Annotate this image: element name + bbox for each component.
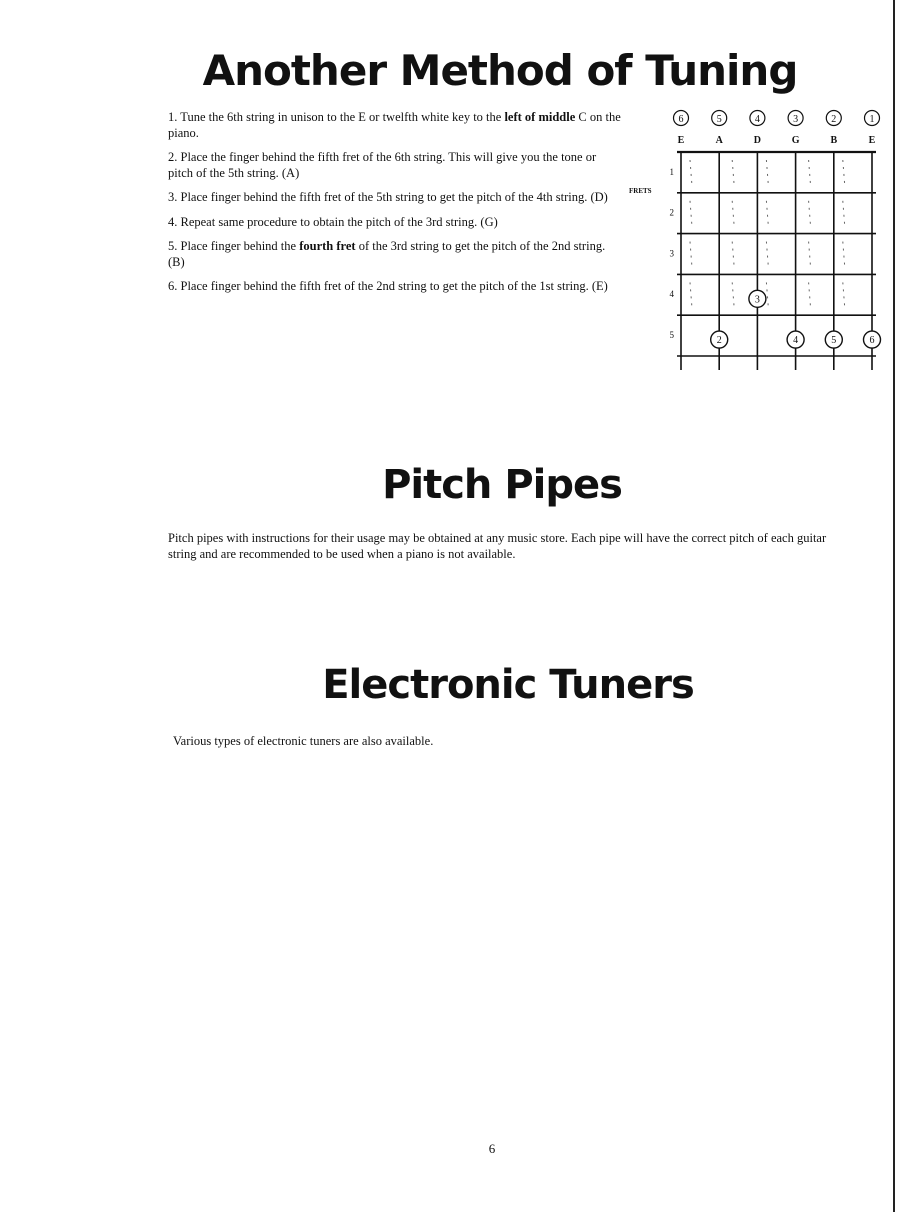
fret-texture [690, 242, 692, 268]
tuning-step-6: 6. Place finger behind the fifth fret of the 2nd string to get the pitch of the 1st string. (E) [168, 279, 608, 293]
string-number: 2 [831, 114, 837, 125]
string-number: 6 [678, 114, 684, 125]
string-number: 5 [716, 114, 722, 125]
electronic-tuners-heading: Electronic Tuners [322, 662, 694, 708]
string-number: 4 [754, 114, 760, 125]
fret-texture [766, 282, 768, 308]
string-number: 3 [793, 114, 799, 125]
fret-texture [809, 201, 811, 227]
finger-mark-label: 6 [869, 335, 875, 347]
fret-texture [690, 282, 692, 308]
page-title: Another Method of Tuning [202, 46, 798, 95]
fret-number: 1 [669, 166, 674, 177]
tuning-step-2: 2. Place the finger behind the fifth fret of the 6th string. This will give you the tone or pitch of the 5th string. (A) [168, 150, 597, 180]
fret-texture [732, 201, 734, 227]
fret-texture [809, 282, 811, 308]
string-name: B [830, 135, 838, 146]
fret-texture [766, 201, 768, 227]
fret-texture [843, 160, 845, 186]
tuning-step-3: 3. Place finger behind the fifth fret of the 5th string to get the pitch of the 4th string. (D) [168, 190, 608, 204]
pitch-pipes-text: Pitch pipes with instructions for their usage may be obtained at any music store. Each pipe will have the correct pitch of each guitar string and are recommended to be used when a piano is not available. [168, 531, 827, 561]
string-number: 1 [869, 114, 875, 125]
string-name: E [868, 135, 876, 146]
fret-texture [766, 242, 768, 268]
tuning-steps [168, 110, 624, 304]
fret-number: 3 [669, 248, 674, 259]
finger-mark-label: 3 [754, 294, 760, 306]
pitch-pipes-heading: Pitch Pipes [382, 462, 622, 508]
fret-number: 4 [669, 289, 674, 300]
fretboard-diagram [625, 104, 897, 380]
tuning-step-1: 1. Tune the 6th string in unison to the E or twelfth white key to the left of middle C on the piano. [168, 110, 621, 140]
finger-mark-label: 5 [831, 335, 837, 347]
fret-texture [843, 242, 845, 268]
fret-texture [732, 160, 734, 186]
fret-texture [690, 201, 692, 227]
finger-mark-label: 4 [793, 335, 799, 347]
tuning-step-5: 5. Place finger behind the fourth fret of the 3rd string to get the pitch of the 2nd string. (B) [168, 239, 606, 269]
fret-texture [843, 282, 845, 308]
frets-label: FRETS [629, 187, 652, 195]
string-name: A [715, 135, 723, 146]
string-name: D [753, 135, 762, 146]
electronic-tuners-text: Various types of electronic tuners are also available. [173, 734, 434, 748]
string-name: E [677, 135, 685, 146]
fret-texture [732, 282, 734, 308]
fret-texture [809, 242, 811, 268]
fret-texture [690, 160, 692, 186]
fret-texture [843, 201, 845, 227]
fret-number: 2 [669, 207, 674, 218]
fret-number: 5 [669, 330, 674, 340]
fret-texture [732, 242, 734, 268]
fret-texture [809, 160, 811, 186]
page-number: 6 [488, 1141, 496, 1156]
string-name: G [791, 135, 800, 146]
finger-mark-label: 2 [716, 335, 722, 347]
fret-texture [766, 160, 768, 186]
tuning-step-4: 4. Repeat same procedure to obtain the pitch of the 3rd string. (G) [168, 214, 498, 229]
